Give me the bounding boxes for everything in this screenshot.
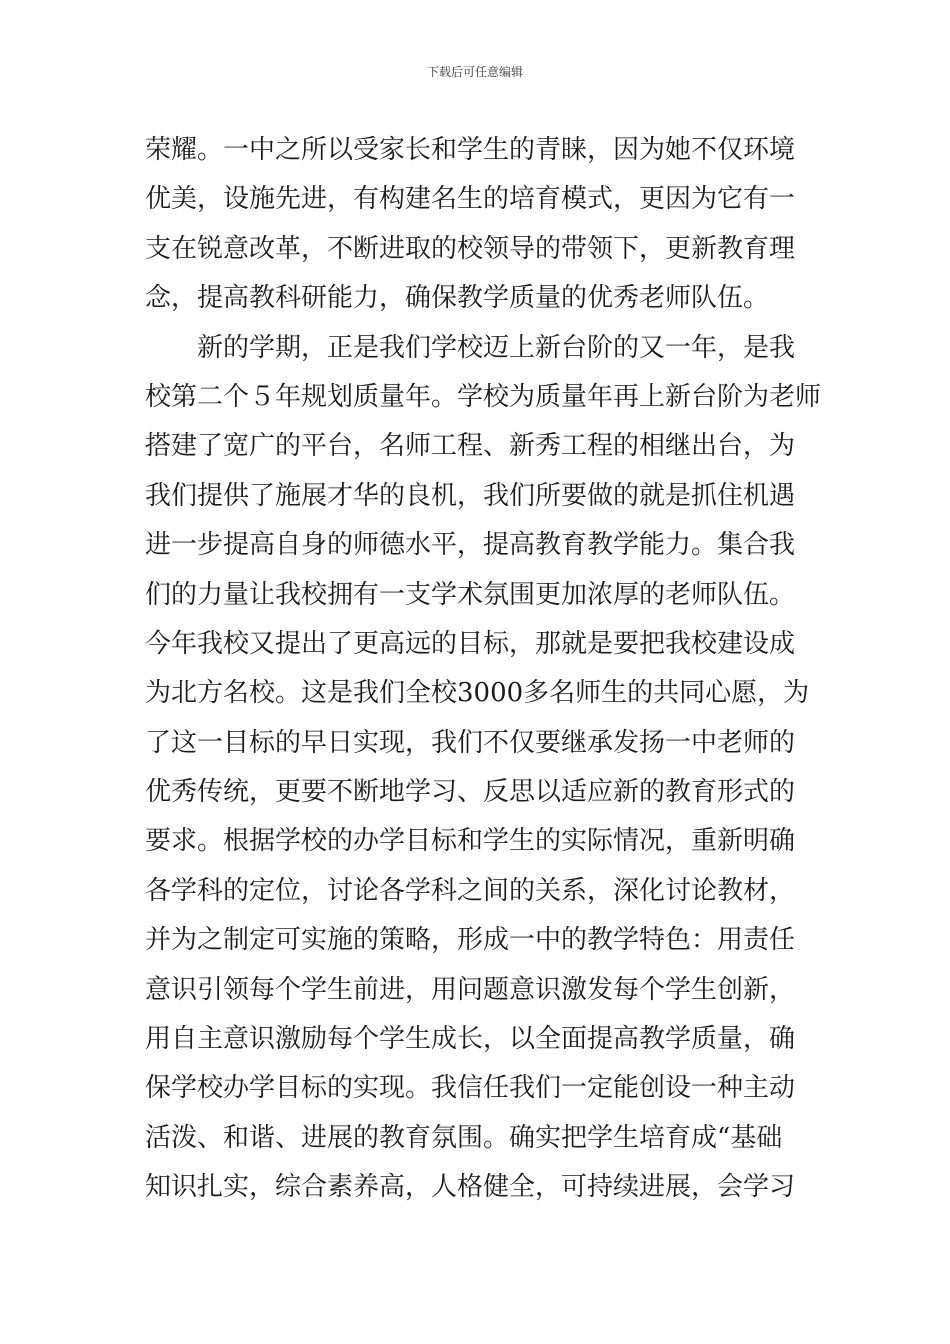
text-line: 进一步提高自身的师德水平，提高教育教学能力。集合我: [145, 530, 796, 561]
text-line: 各学科的定位，讨论各学科之间的关系，深化讨论教材，: [145, 875, 796, 906]
text-line: 今年我校又提出了更高远的目标，那就是要把我校建设成: [145, 628, 796, 659]
text-line: 支在锐意改革，不断进取的校领导的带领下，更新教育理: [145, 233, 796, 264]
text-line: 们的力量让我校拥有一支学术氛围更加浓厚的老师队伍。: [145, 579, 796, 610]
page-header: 下载后可任意编辑: [426, 65, 523, 79]
text-line: 优秀传统，更要不断地学习、反思以适应新的教育形式的: [145, 777, 796, 808]
text-line: 我们提供了施展才华的良机，我们所要做的就是抓住机遇: [145, 480, 796, 511]
text-line: 知识扎实，综合素养高，人格健全，可持续进展，会学习: [145, 1172, 796, 1203]
text-line: 并为之制定可实施的策略，形成一中的教学特色：用责任: [145, 925, 796, 956]
text-line: 保学校办学目标的实现。我信任我们一定能创设一种主动: [145, 1073, 796, 1104]
text-line: 意识引领每个学生前进，用问题意识激发每个学生创新，: [145, 974, 796, 1005]
text-line: 优美，设施先进，有构建名生的培育模式，更因为它有一: [145, 184, 796, 215]
text-line: 荣耀。一中之所以受家长和学生的青睐，因为她不仅环境: [145, 135, 796, 165]
text-line: 用自主意识激励每个学生成长，以全面提高教学质量，确: [145, 1024, 796, 1055]
paragraph-first-line: 新的学期，正是我们学校迈上新台阶的又一年，是我: [197, 332, 796, 363]
text-line: 念，提高教科研能力，确保教学质量的优秀老师队伍。: [145, 283, 770, 314]
text-line: 了这一目标的早日实现，我们不仅要继承发扬一中老师的: [145, 727, 796, 758]
text-line: 活泼、和谐、进展的教育氛围。确实把学生培育成“基础: [145, 1122, 783, 1153]
text-line: 校第二个５年规划质量年。学校为质量年再上新台阶为老师: [145, 381, 822, 412]
text-line: 为北方名校。这是我们全校3000多名师生的共同心愿，为: [145, 678, 810, 709]
text-line: 要求。根据学校的办学目标和学生的实际情况，重新明确: [145, 826, 796, 857]
document-body: [145, 126, 822, 1213]
text-line: 搭建了宽广的平台，名师工程、新秀工程的相继出台，为: [145, 431, 796, 462]
